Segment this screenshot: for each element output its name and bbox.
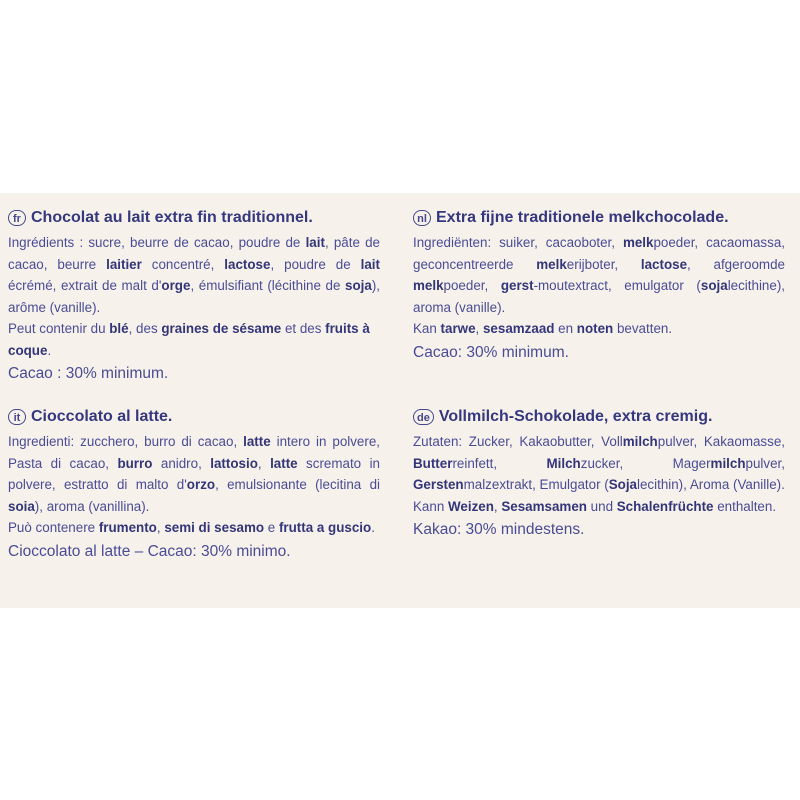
text-run: -moutextract, emulgator (	[533, 278, 701, 293]
text-run: lecithin), Aroma (Vanille).	[637, 477, 785, 492]
allergen-highlight: semi di sesamo	[164, 520, 265, 535]
allergen-highlight: melk	[413, 278, 444, 293]
text-run: en	[554, 321, 577, 336]
text-run: , émulsifiant (lécithine de	[190, 278, 346, 293]
allergen-highlight: soja	[700, 278, 728, 293]
allergen-highlight: Weizen	[448, 498, 494, 514]
allergen-highlight: graines de sésame	[161, 321, 282, 336]
section-title	[8, 207, 380, 229]
allergen-highlight: Sesamsamen	[501, 498, 587, 514]
text-run: concentré,	[141, 256, 225, 272]
text-run: , pâte de cacao, beurre	[8, 235, 380, 272]
allergen-highlight: sesamzaad	[482, 321, 555, 336]
allergen-highlight: lait	[305, 235, 325, 250]
text-run: , des	[128, 321, 162, 336]
allergen-highlight: milch	[710, 455, 746, 471]
allergen-highlight: latte	[270, 455, 298, 471]
allergen-highlight: lactose	[640, 256, 688, 272]
allergen-highlight: Gersten	[413, 477, 464, 492]
text-run: und	[586, 498, 617, 514]
text-run: bevatten.	[613, 321, 673, 336]
text-run: malzextrakt, Emulgator (	[463, 477, 609, 492]
allergen-highlight: gerst	[500, 278, 534, 293]
text-run: lecithine), aroma (vanille).	[413, 278, 785, 315]
section-nl	[413, 207, 785, 365]
text-run: Ingredienti: zucchero, burro di cacao,	[8, 434, 244, 449]
allergen-highlight: burro	[117, 455, 153, 471]
text-run: e	[264, 520, 279, 535]
text-run: Kan	[413, 321, 441, 336]
allergen-highlight: milch	[622, 434, 658, 449]
allergen-highlight: Soja	[608, 477, 637, 492]
allergen-highlight: laitier	[106, 256, 142, 272]
text-run: pulver, Kakaomasse,	[657, 434, 785, 449]
text-run: scremato in polvere, estratto di malto d'	[8, 455, 380, 492]
allergen-text	[8, 318, 380, 361]
allergen-text	[8, 517, 380, 539]
section-de	[413, 406, 785, 542]
section-title	[413, 406, 785, 428]
text-run: , afgeroomde	[687, 256, 785, 272]
text-run: Zutaten: Zucker, Kakaobutter, Voll	[413, 434, 623, 449]
allergen-highlight: soja	[345, 278, 372, 293]
product-name: Extra fijne traditionele melkchocolade.	[436, 209, 729, 226]
language-badge: it	[8, 409, 26, 425]
allergen-highlight: orge	[161, 278, 191, 293]
allergen-highlight: noten	[576, 321, 614, 336]
product-name: Vollmilch-Schokolade, extra cremig.	[438, 408, 713, 425]
language-badge: de	[413, 409, 434, 425]
text-run: Può contenere	[8, 520, 99, 535]
text-run: Kann	[413, 498, 448, 514]
allergen-highlight: soia	[8, 498, 35, 514]
section-it	[8, 406, 380, 564]
allergen-highlight: fruits à coque	[8, 321, 370, 358]
allergen-highlight: frumento	[98, 520, 157, 535]
text-run: , emulsionante (lecitina di	[215, 477, 380, 492]
text-run: anidro,	[152, 455, 211, 471]
text-run: .	[371, 520, 375, 535]
allergen-highlight: Butter	[413, 455, 453, 471]
text-run: ), arôme (vanille).	[8, 278, 380, 315]
cacao-content: Kakao: 30% mindestens.	[413, 521, 585, 538]
section-fr	[8, 207, 380, 386]
text-run: reinfett,	[452, 455, 547, 471]
text-run: .	[47, 342, 52, 358]
text-run: pulver,	[745, 455, 785, 471]
allergen-highlight: melk	[536, 256, 567, 272]
allergen-highlight: lattosio	[210, 455, 258, 471]
allergen-highlight: orzo	[186, 477, 216, 492]
text-run: ,	[475, 321, 483, 336]
section-title	[8, 406, 380, 428]
text-run: poeder, cacaomassa, geconcentreerde	[413, 235, 785, 272]
ingredients-text	[413, 431, 785, 496]
product-name: Chocolat au lait extra fin traditionnel.	[31, 209, 313, 226]
cacao-content: Cioccolato al latte – Cacao: 30% minimo.	[8, 542, 291, 560]
allergen-highlight: blé	[109, 321, 129, 336]
allergen-highlight: latte	[243, 434, 271, 449]
allergen-highlight: melk	[622, 235, 654, 250]
text-run: écrémé, extrait de malt d'	[8, 278, 162, 293]
section-title	[413, 207, 785, 229]
allergen-highlight: tarwe	[440, 321, 476, 336]
allergen-highlight: lactose	[224, 256, 271, 272]
allergen-highlight: lait	[360, 256, 380, 272]
text-run: ,	[156, 520, 165, 535]
text-run: Peut contenir du	[8, 321, 110, 336]
text-run: ,	[257, 455, 271, 471]
text-run: , poudre de	[270, 256, 361, 272]
allergen-text	[413, 318, 785, 340]
text-run: erijboter,	[566, 256, 641, 272]
text-run: intero in polvere, Pasta di cacao,	[8, 434, 381, 471]
text-run: enthalten.	[713, 498, 777, 514]
text-run: ), aroma (vanillina).	[34, 498, 150, 514]
text-run: zucker, Mager	[580, 455, 711, 471]
cacao-content: Cacao: 30% minimum.	[413, 343, 569, 361]
allergen-highlight: frutta a guscio	[278, 520, 372, 535]
language-badge: nl	[413, 210, 431, 226]
text-run: ,	[493, 498, 502, 514]
allergen-text	[413, 496, 785, 518]
ingredients-text	[413, 232, 785, 318]
text-run: Ingrediënten: suiker, cacaoboter,	[413, 235, 623, 250]
product-name: Cioccolato al latte.	[31, 408, 173, 425]
text-run: et des	[281, 321, 326, 336]
cacao-content: Cacao : 30% minimum.	[8, 365, 169, 382]
ingredients-text	[8, 232, 380, 318]
allergen-highlight: Schalenfrüchte	[616, 498, 714, 514]
allergen-highlight: Milch	[546, 455, 581, 471]
text-run: Ingrédients : sucre, beurre de cacao, poudre de	[8, 235, 306, 250]
language-badge: fr	[8, 210, 26, 226]
ingredients-text	[8, 431, 380, 517]
text-run: poeder,	[443, 278, 501, 293]
